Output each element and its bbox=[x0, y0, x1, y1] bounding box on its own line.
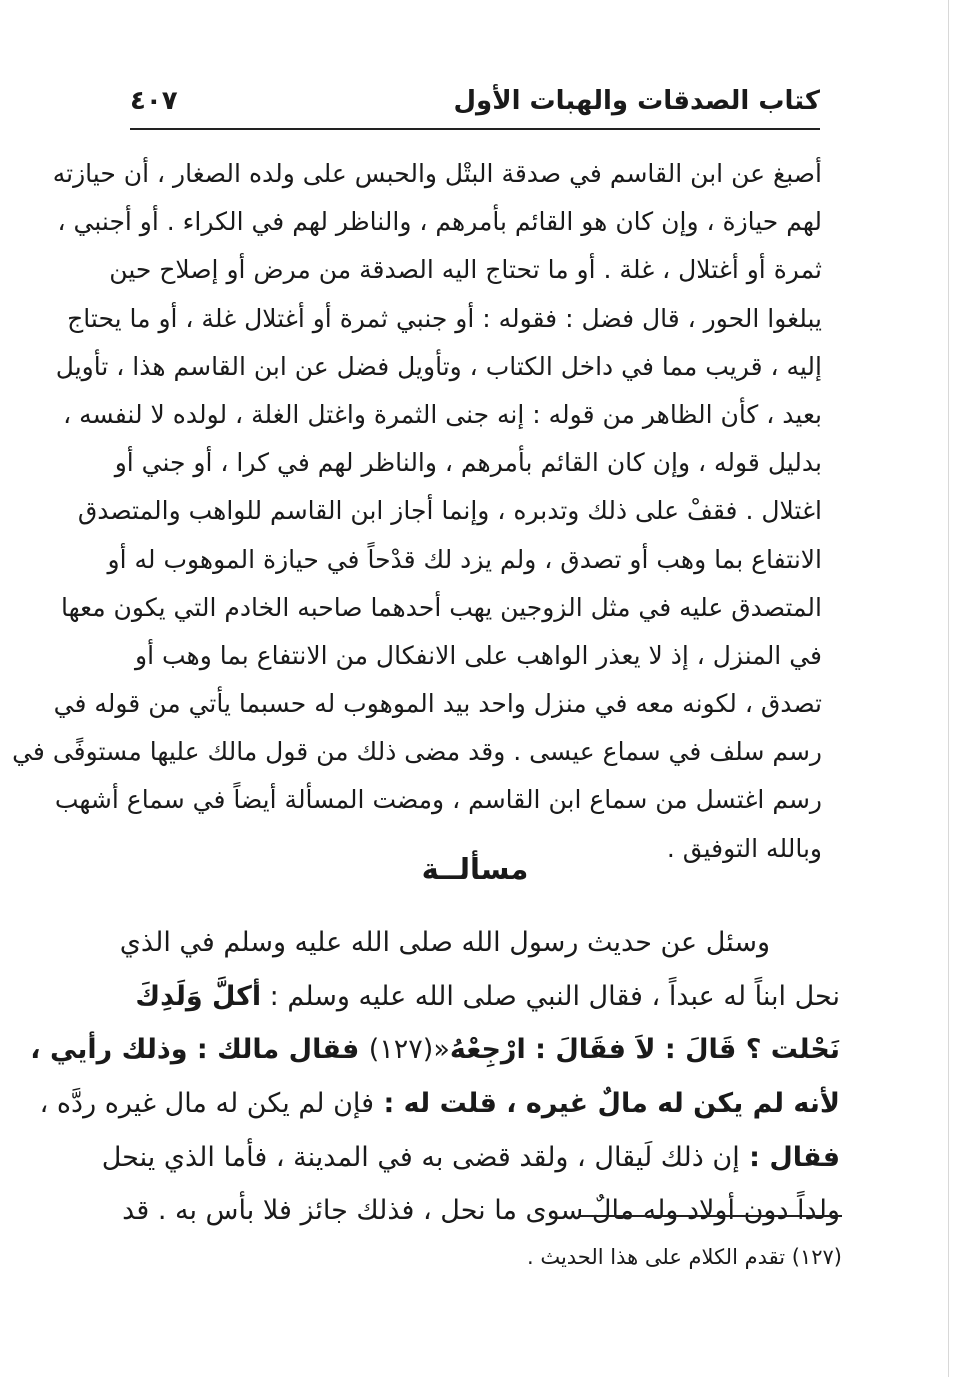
section-text-run: نحل ابناً له عبداً ، فقال النبي صلى الله عليه وسلم : bbox=[261, 980, 840, 1012]
malik-answer: لأنه لم يكن له مالٌ غيره ، قلت له : bbox=[374, 1088, 840, 1120]
body-line: لهم حيازة ، وإن كان هو القائم بأمرهم ، والناظر لهم في الكراء . أو أجنبي ، bbox=[57, 207, 822, 237]
body-line: تصدق ، لكونه معه في منزل واحد بيد الموهوب له حسبما يأتي من قوله في bbox=[53, 689, 822, 719]
body-line: ثمرة أو أغتلال ، غلة . أو ما تحتاج اليه الصدقة من مرض أو إصلاح حين bbox=[109, 255, 822, 285]
section-title: مسألــة bbox=[421, 852, 529, 886]
body-line: إليه ، قريب مما في داخل الكتاب ، وتأويل فضل عن ابن القاسم هذا ، تأويل bbox=[55, 351, 822, 381]
body-line: بعيد ، كأن الظاهر من قوله : إنه جنى الثمرة واغتل الغلة ، لولده لا لنفسه ، bbox=[63, 399, 822, 429]
scan-edge-line bbox=[948, 0, 949, 1377]
section-text-run: إن ذلك لَيقال ، ولقد قضى به في المدينة ، فأما الذي ينحل bbox=[101, 1141, 740, 1173]
section-line bbox=[39, 1077, 840, 1131]
section-text-run: فإن لم يكن له مال غيره ردَّه ، bbox=[39, 1088, 375, 1120]
body-line: رسم اغتسل من سماع ابن القاسم ، ومضت المسألة أيضاً في سماع أشهب bbox=[54, 785, 822, 815]
body-line: رسم سلف في سماع عيسى . وقد مضى ذلك من قول مالك عليها مستوفًى في bbox=[12, 737, 822, 767]
header-title: كتاب الصدقات والهبات الأول bbox=[453, 86, 820, 116]
running-header bbox=[130, 84, 820, 128]
section-line bbox=[135, 970, 840, 1024]
speaker-label: فقال : bbox=[739, 1141, 840, 1173]
hadith-quote: نَحْلت ؟ قَالَ : لاَ فقَالَ : ارْجِعْهُ bbox=[449, 1034, 840, 1066]
footnote-reference: «(١٢٧) bbox=[368, 1034, 450, 1066]
body-line: أصبغ عن ابن القاسم في صدقة البتْل والحبس على ولده الصغار ، أن حيازته bbox=[52, 159, 822, 188]
section-line bbox=[101, 1131, 840, 1185]
section-line: وسئل عن حديث رسول الله صلى الله عليه وسلم في الذي bbox=[119, 927, 770, 958]
body-line: يبلغوا الحور ، قال فضل : فقوله : أو جنبي ثمرة أو أغتلال غلة ، أو ما يحتاج bbox=[67, 303, 822, 333]
section-line bbox=[30, 1023, 840, 1077]
header-rule bbox=[130, 128, 820, 130]
malik-answer: فقال مالك : وذلك رأيي ، bbox=[30, 1034, 369, 1066]
section-paragraph bbox=[30, 916, 840, 1238]
body-line: اغتلال . فقفْ على ذلك وتدبره ، وإنما أجاز ابن القاسم للواهب والمتصدق bbox=[77, 496, 822, 526]
body-paragraph bbox=[12, 150, 822, 873]
body-line: في المنزل ، إذ لا يعذر الواهب على الانفكال من الانتفاع بما وهب أو bbox=[135, 640, 822, 670]
section-line: ولداً دون أولاد وله مالٌ سوى ما نحل ، فذلك جائز فلا بأس به . قد bbox=[122, 1195, 840, 1227]
body-line: الانتفاع بما وهب أو تصدق ، ولم يزد لك قدْحاً في حيازة الموهوب له أو bbox=[107, 544, 822, 574]
body-line: المتصدق عليه في مثل الزوجين يهب أحدهما صاحبه الخادم التي يكون معها bbox=[61, 592, 822, 622]
hadith-quote: أكلَّ وَلَدِكَ bbox=[135, 980, 262, 1012]
page-number: ٤٠٧ bbox=[130, 86, 178, 116]
body-line: بدليل قوله ، وإن كان القائم بأمرهم ، والناظر لهم في كرا ، أو جني أو bbox=[114, 448, 822, 478]
footnote: (١٢٧) تقدم الكلام على هذا الحديث . bbox=[526, 1245, 842, 1269]
body-line: وبالله التوفيق . bbox=[666, 833, 822, 863]
footnote-rule bbox=[578, 1215, 842, 1217]
